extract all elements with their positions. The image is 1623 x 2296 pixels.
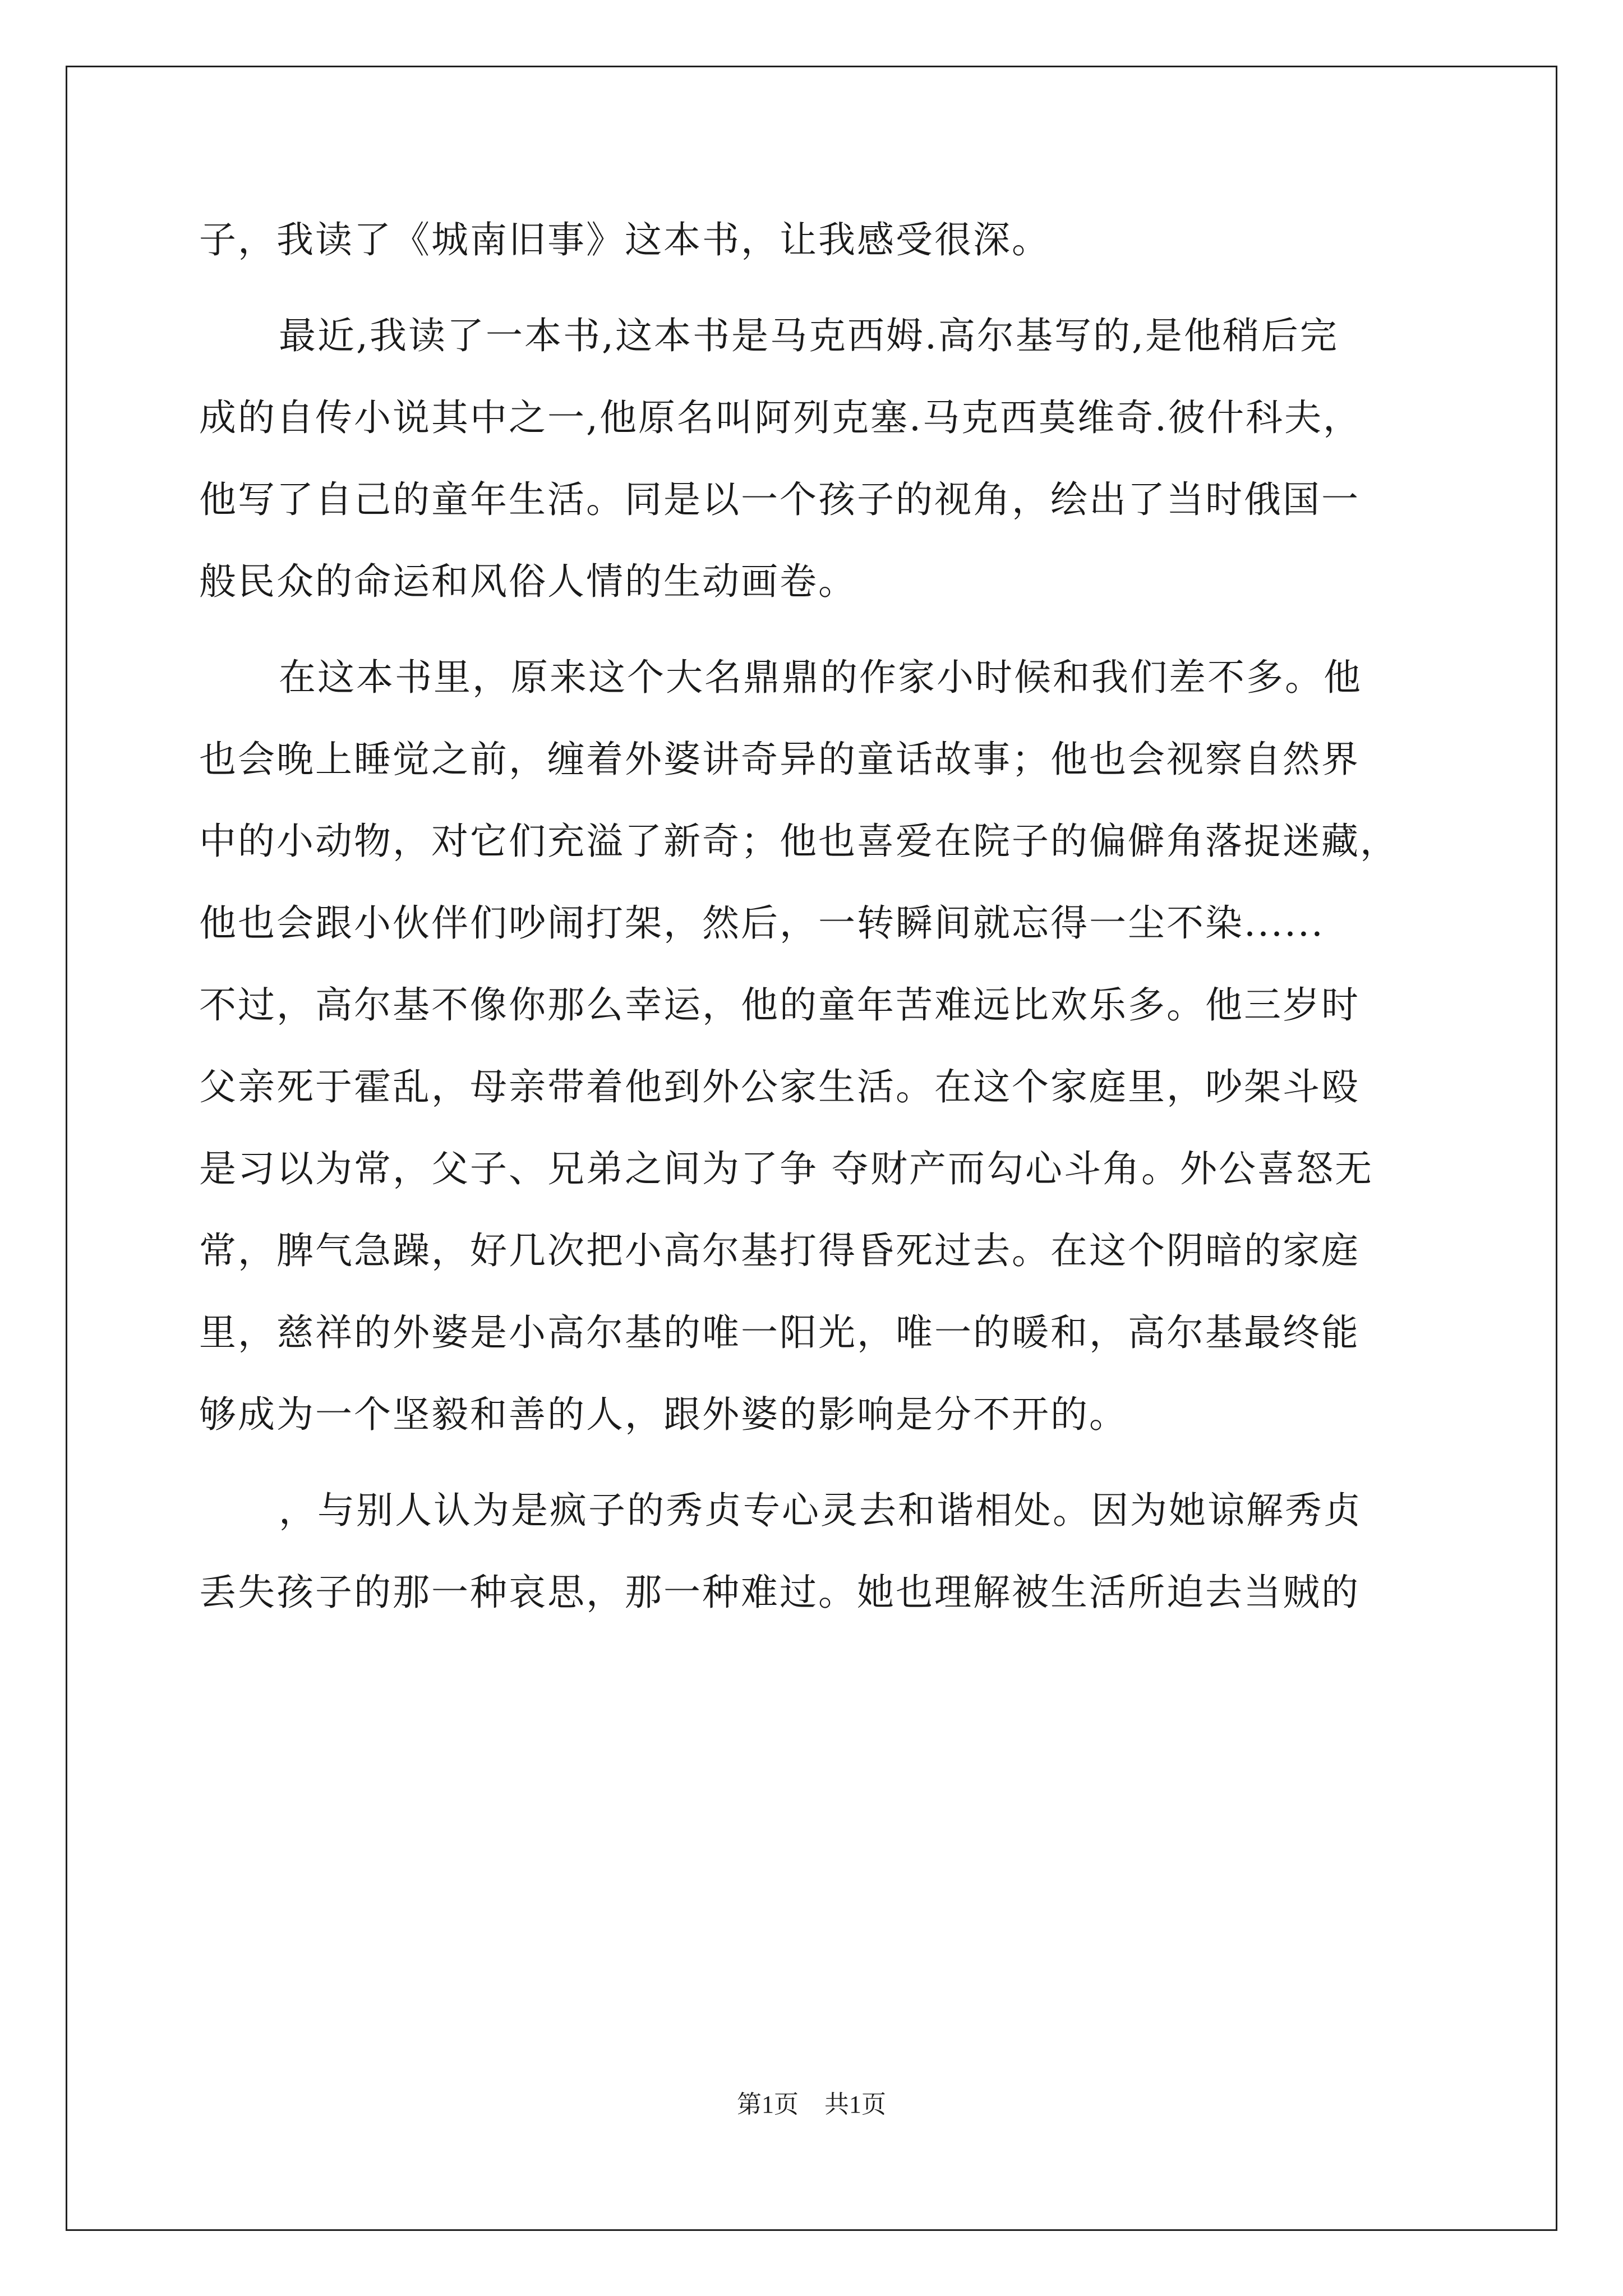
text-line: 常，脾气急躁，好几次把小高尔基打得昏死过去。在这个阴暗的家庭: [199, 1229, 1360, 1272]
text-line: 够成为一个坚毅和善的人，跟外婆的影响是分不开的。: [199, 1393, 1128, 1436]
page-footer: [0, 2088, 1623, 2122]
paragraph-first-line: ，与别人认为是疯子的秀贞专心灵去和谐相处。因为她谅解秀贞: [279, 1489, 1362, 1532]
text-line: 子，我读了《城南旧事》这本书，让我感受很深。: [199, 218, 1050, 261]
text-line: 父亲死于霍乱，母亲带着他到外公家生活。在这个家庭里，吵架斗殴: [199, 1065, 1360, 1108]
page-number: 第1页: [737, 2091, 799, 2118]
text-line: 也会晚上睡觉之前，缠着外婆讲奇异的童话故事；他也会视察自然界: [199, 738, 1360, 781]
text-line: 他也会跟小伙伴们吵闹打架，然后，一转瞬间就忘得一尘不染......: [199, 901, 1325, 945]
text-line: 是习以为常，父子、兄弟之间为了争 夺财产而勾心斗角。外公喜怒无: [199, 1147, 1373, 1190]
text-line: 里，慈祥的外婆是小高尔基的唯一阳光，唯一的暖和，高尔基最终能: [199, 1311, 1360, 1354]
paragraph-first-line: 最近,我读了一本书,这本书是马克西姆.高尔基写的,是他稍后完: [279, 314, 1339, 357]
text-line: 丢失孩子的那一种哀思，那一种难过。她也理解被生活所迫去当贼的: [199, 1571, 1360, 1614]
text-line: 般民众的命运和风俗人情的生动画卷。: [199, 560, 857, 603]
document-body: [199, 199, 1433, 1634]
paragraph-first-line: 在这本书里，原来这个大名鼎鼎的作家小时候和我们差不多。他: [279, 656, 1362, 699]
page-total: 共1页: [824, 2091, 886, 2118]
text-line: 他写了自己的童年生活。同是以一个孩子的视角，绘出了当时俄国一: [199, 478, 1360, 521]
text-line: 中的小动物，对它们充溢了新奇；他也喜爱在院子的偏僻角落捉迷藏，: [199, 820, 1399, 863]
text-line: 不过，高尔基不像你那么幸运，他的童年苦难远比欢乐多。他三岁时: [199, 983, 1360, 1027]
text-line: 成的自传小说其中之一,他原名叫阿列克塞.马克西莫维奇.彼什科夫，: [199, 396, 1362, 439]
